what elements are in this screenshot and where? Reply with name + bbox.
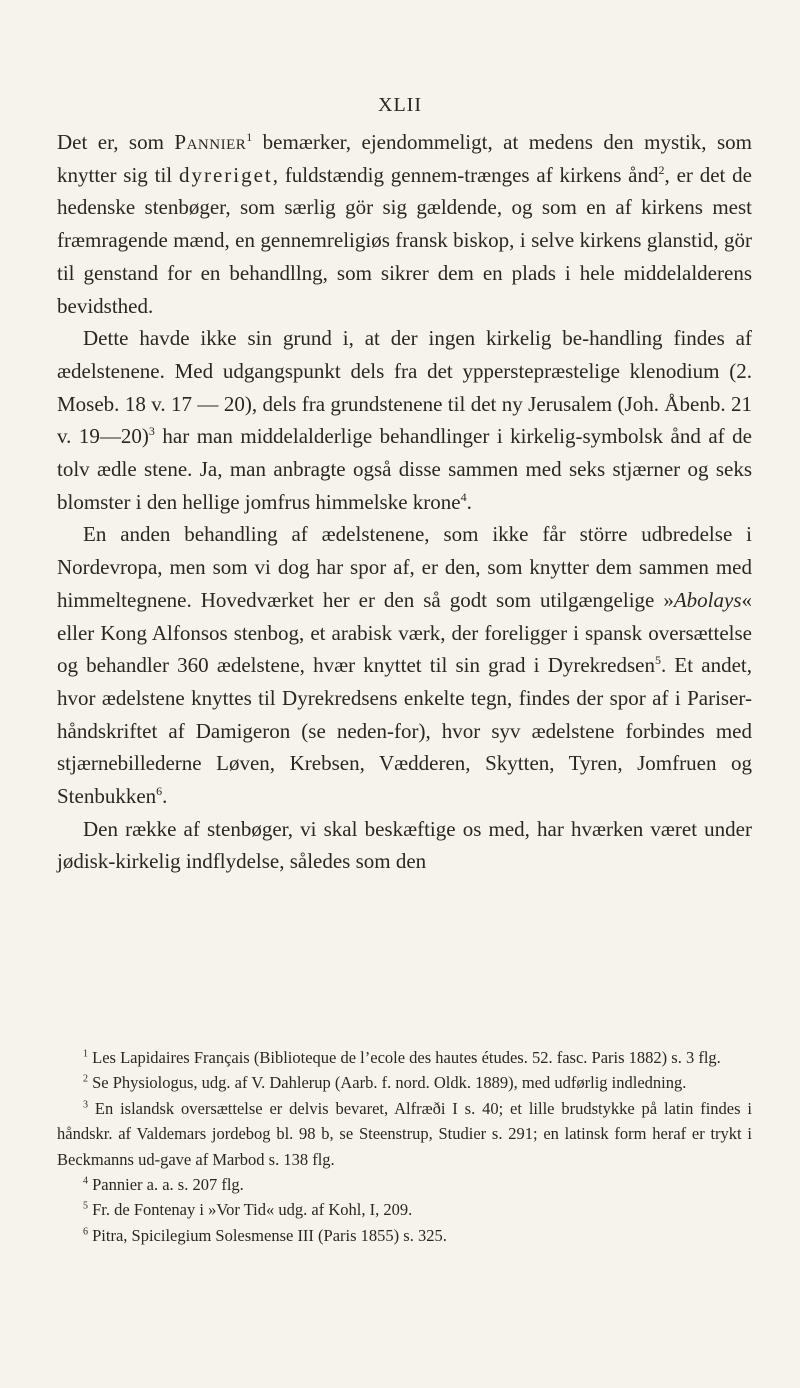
title-abolays: Abolays: [673, 587, 742, 612]
text-run: har man middelalderlige behandlinger i kirkelig-symbolsk ånd af de tolv ædle stene. Ja, man anbragte også disse sammen med seks stjærner og seks blomster i den hellige jomfrus himmelske krone: [57, 424, 752, 514]
footnote-text: Les Lapidaires Français (Biblioteque de l’ecole des hautes études. 52. fasc. Paris 1882) s. 3 flg.: [92, 1048, 721, 1067]
footnote-text: Fr. de Fontenay i »Vor Tid« udg. af Kohl, I, 209.: [92, 1200, 413, 1220]
text-run: Den række af stenbøger, vi skal beskæftige os med, har hværken været under jødisk-kirkelig indflydelse, således som den: [57, 816, 752, 874]
text-run: « eller Kong Alfonsos stenbog, et arabisk værk, der foreligger i spansk oversættelse og behandler 360 ædelstene, hvær knyttet til sin grad i Dyrekredsen: [57, 587, 752, 678]
footnote-ref-3: 3: [148, 424, 155, 439]
paragraph-3: [57, 518, 752, 812]
footnote-2: [57, 1070, 752, 1095]
footnote-text: Pitra, Spicilegium Solesmense III (Paris 1855) s. 325.: [92, 1225, 447, 1245]
footnote-ref-4: 4: [460, 489, 467, 504]
text-run: Dette havde ikke sin grund i, at der ingen kirkelig be-handling findes af ædelstenene. Med udgangspunkt dels fra det ypperstepræstelige klenodium (2. Moseb. 18 v. 17 — 20), dels fra grundstenene til det ny Jerusalem (Joh. Åbenb. 21 v. 19—20): [57, 326, 752, 449]
footnote-text: Pannier a. a. s. 207 flg.: [92, 1175, 244, 1195]
main-text: [57, 126, 752, 878]
text-run: bemærker, ejendommeligt, at medens den mystik, som knytter sig til: [57, 130, 752, 187]
footnote-ref-1: 1: [246, 130, 253, 144]
emphasis-dyreriget: dyreriget: [178, 162, 273, 187]
footnote-mark: 3: [83, 1099, 88, 1111]
page-number: XLII: [378, 94, 422, 116]
footnote-3: [57, 1096, 752, 1172]
footnote-ref-2: 2: [658, 162, 665, 177]
footnote-text: En islandsk oversættelse er delvis bevaret, Alfræði I s. 40; et lille brudstykke på latin findes i håndskr. af Valdemars jordebog bl. 98 b, se Steenstrup, Studier s. 291; en latinsk form heraf er trykt i Beckmanns ud-gave af Marbod s. 138 flg.: [57, 1098, 752, 1169]
footnote-6: [57, 1223, 752, 1248]
footnote-1: [57, 1045, 752, 1070]
text-run: .: [162, 784, 168, 809]
text-run: En anden behandling af ædelstenene, som ikke får större udbredelse i Nordevropa, men som vi dog har spor af, er den, som knytter dem sammen med himmeltegnene. Hovedværket her er den så godt som utilgængelige »: [57, 522, 752, 612]
footnote-mark: 2: [83, 1073, 88, 1085]
footnote-mark: 6: [83, 1226, 88, 1238]
text-run: , fuldstændig gennem-trænges af kirkens ånd: [272, 162, 659, 187]
paragraph-1: [57, 126, 752, 322]
footnote-mark: 5: [83, 1200, 88, 1212]
footnotes: [57, 1045, 752, 1248]
paragraph-4: [57, 813, 752, 878]
footnote-5: [57, 1197, 752, 1222]
footnote-mark: 4: [83, 1175, 88, 1187]
text-run: , er det de hedenske stenbøger, som særlig gör sig gældende, og som en af kirkens mest fræmragende mænd, en gennemreligiøs fransk biskop, i selve kirkens glanstid, gör til genstand for en behandllng, som sikrer dem en plads i hele middelalderens bevidsthed.: [57, 162, 753, 318]
paragraph-2: [57, 322, 752, 518]
footnote-text: Se Physiologus, udg. af V. Dahlerup (Aarb. f. nord. Oldk. 1889), med udførlig indledning.: [92, 1073, 687, 1093]
footnote-ref-5: 5: [654, 653, 661, 668]
footnote-ref-6: 6: [156, 784, 163, 799]
text-run: Det er, som: [57, 130, 175, 154]
author-name-pannier: Pannier: [174, 130, 247, 154]
footnote-4: [57, 1172, 752, 1197]
footnote-mark: 1: [83, 1048, 88, 1060]
text-run: .: [466, 489, 472, 514]
text-run: . Et andet, hvor ædelstene knyttes til Dyrekredsens enkelte tegn, findes der spor af i Pariser-håndskriftet af Damigeron (se neden-for), hvor syv ædelstene forbindes med stjærnebillederne Løven, Krebsen, Vædderen, Skytten, Tyren, Jomfruen og Stenbukken: [57, 653, 752, 809]
